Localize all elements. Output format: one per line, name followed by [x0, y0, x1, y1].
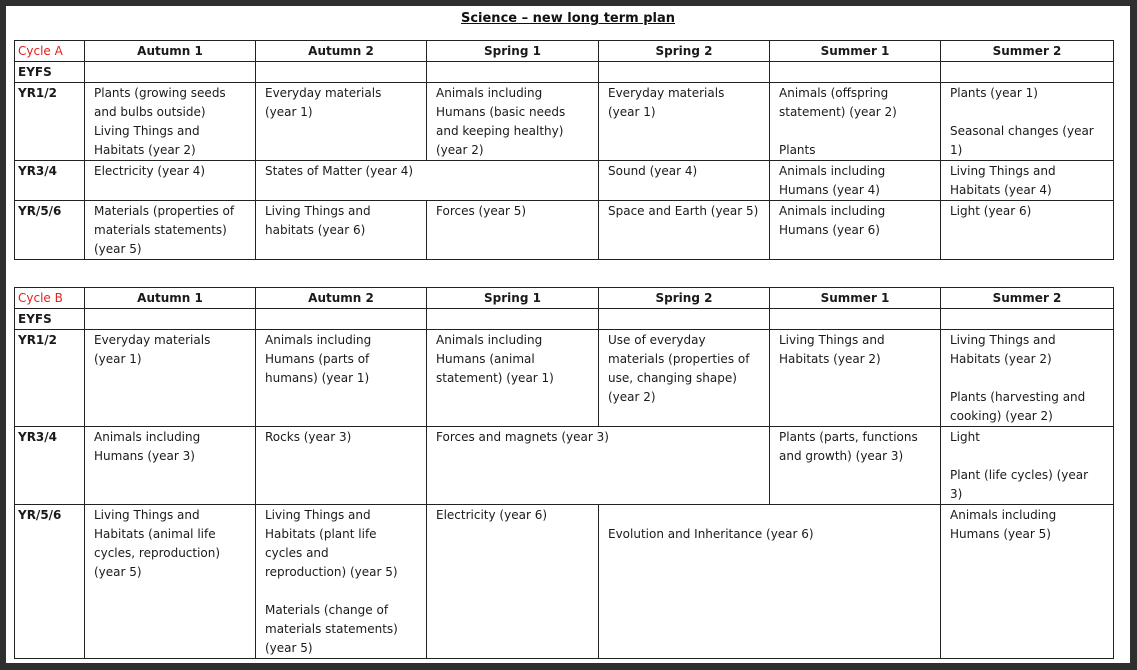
table-cell: Evolution and Inheritance (year 6): [599, 505, 941, 659]
table-cell: [941, 309, 1114, 330]
document-page: [6, 6, 1130, 663]
table-cell: Electricity (year 6): [427, 505, 599, 659]
column-header: Summer 2: [941, 41, 1114, 62]
table-cell: Use of everyday materials (properties of use, changing shape) (year 2): [599, 330, 770, 427]
row-label: YR3/4: [15, 427, 85, 505]
table-row: [15, 427, 1114, 505]
table-cell: [770, 309, 941, 330]
table-cell: Everyday materials (year 1): [256, 83, 427, 161]
table-cell: Animals including Humans (year 3): [85, 427, 256, 505]
table-cell: Sound (year 4): [599, 161, 770, 201]
table-cell: [85, 309, 256, 330]
table-cell: [256, 309, 427, 330]
column-header: Spring 1: [427, 288, 599, 309]
column-header: Spring 1: [427, 41, 599, 62]
table-cell: Animals including Humans (parts of humans) (year 1): [256, 330, 427, 427]
table-cell: [427, 62, 599, 83]
table-cell: [941, 62, 1114, 83]
row-label: YR/5/6: [15, 201, 85, 260]
table-row: [15, 83, 1114, 161]
table-row: [15, 62, 1114, 83]
table-cell: Living Things and Habitats (plant life cycles and reproduction) (year 5) Materials (change of materials statements) (year 5): [256, 505, 427, 659]
table-cell: Space and Earth (year 5): [599, 201, 770, 260]
table-cell: Plants (year 1) Seasonal changes (year 1): [941, 83, 1114, 161]
header-row: [15, 41, 1114, 62]
column-header: Autumn 2: [256, 41, 427, 62]
cycle-label: Cycle A: [15, 41, 85, 62]
table-cell: Everyday materials (year 1): [599, 83, 770, 161]
table-cell: Animals including Humans (year 6): [770, 201, 941, 260]
table-cell: Forces (year 5): [427, 201, 599, 260]
table-cell: Animals (offspring statement) (year 2) Plants: [770, 83, 941, 161]
table-cell: Living Things and habitats (year 6): [256, 201, 427, 260]
table-row: [15, 309, 1114, 330]
table-cell: [256, 62, 427, 83]
table-cell: Animals including Humans (animal statement) (year 1): [427, 330, 599, 427]
row-label: YR3/4: [15, 161, 85, 201]
table-cell: [599, 309, 770, 330]
table-cell: Electricity (year 4): [85, 161, 256, 201]
table-cell: Animals including Humans (year 5): [941, 505, 1114, 659]
cycle-label: Cycle B: [15, 288, 85, 309]
table-cell: Living Things and Habitats (year 2) Plants (harvesting and cooking) (year 2): [941, 330, 1114, 427]
table-cell: Living Things and Habitats (year 2): [770, 330, 941, 427]
table-row: [15, 161, 1114, 201]
row-label: EYFS: [15, 62, 85, 83]
table-cell: Plants (growing seeds and bulbs outside) Living Things and Habitats (year 2): [85, 83, 256, 161]
table-cell: Plants (parts, functions and growth) (year 3): [770, 427, 941, 505]
column-header: Summer 1: [770, 288, 941, 309]
column-header: Autumn 1: [85, 41, 256, 62]
table-cell: [85, 62, 256, 83]
table-cell: [427, 309, 599, 330]
table-cell: [599, 62, 770, 83]
table-row: [15, 330, 1114, 427]
table-row: [15, 505, 1114, 659]
row-label: YR/5/6: [15, 505, 85, 659]
cycle-b-table: [14, 287, 1114, 659]
header-row: [15, 288, 1114, 309]
table-cell: Forces and magnets (year 3): [427, 427, 770, 505]
table-cell: Living Things and Habitats (animal life cycles, reproduction) (year 5): [85, 505, 256, 659]
table-row: [15, 201, 1114, 260]
row-label: EYFS: [15, 309, 85, 330]
cycle-a-table: [14, 40, 1114, 260]
table-cell: Animals including Humans (basic needs and keeping healthy) (year 2): [427, 83, 599, 161]
table-cell: Rocks (year 3): [256, 427, 427, 505]
page-title: Science – new long term plan: [460, 11, 676, 26]
row-label: YR1/2: [15, 83, 85, 161]
table-cell: Animals including Humans (year 4): [770, 161, 941, 201]
column-header: Spring 2: [599, 41, 770, 62]
column-header: Summer 1: [770, 41, 941, 62]
table-cell: [770, 62, 941, 83]
column-header: Autumn 2: [256, 288, 427, 309]
row-label: YR1/2: [15, 330, 85, 427]
column-header: Autumn 1: [85, 288, 256, 309]
table-cell: Light (year 6): [941, 201, 1114, 260]
table-cell: Light Plant (life cycles) (year 3): [941, 427, 1114, 505]
column-header: Summer 2: [941, 288, 1114, 309]
table-cell: States of Matter (year 4): [256, 161, 599, 201]
table-cell: Everyday materials (year 1): [85, 330, 256, 427]
column-header: Spring 2: [599, 288, 770, 309]
table-cell: Materials (properties of materials statements) (year 5): [85, 201, 256, 260]
table-cell: Living Things and Habitats (year 4): [941, 161, 1114, 201]
